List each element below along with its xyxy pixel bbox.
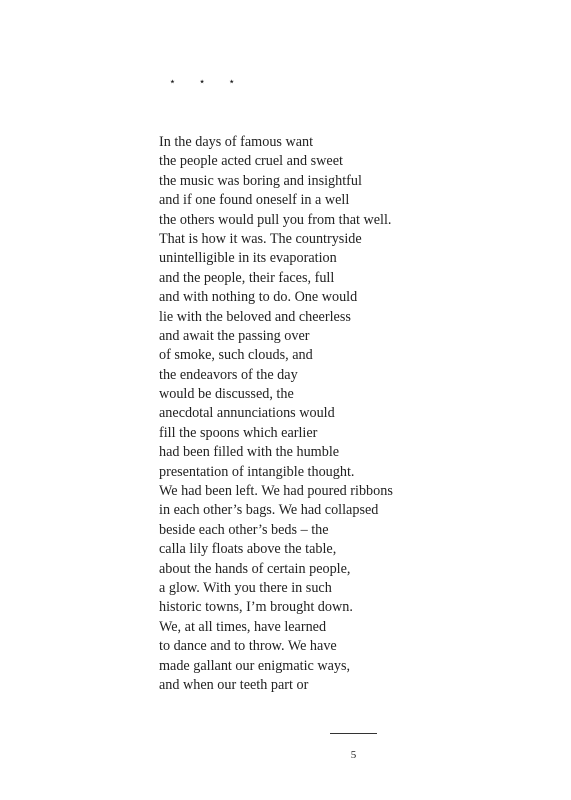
poem-line: the others would pull you from that well. bbox=[159, 211, 392, 228]
poem-line: and await the passing over bbox=[159, 327, 310, 344]
poem-line: We, at all times, have learned bbox=[159, 618, 327, 635]
poem-line: and when our teeth part or bbox=[159, 676, 309, 693]
poem-line: made gallant our enigmatic ways, bbox=[159, 657, 351, 674]
poem-line: of smoke, such clouds, and bbox=[159, 347, 313, 364]
footer-rule bbox=[330, 733, 377, 734]
poem-line: In the days of famous want bbox=[159, 134, 314, 150]
poem-line: the endeavors of the day bbox=[159, 366, 298, 383]
poem-line: beside each other’s beds – the bbox=[159, 521, 329, 538]
poem-line: We had been left. We had poured ribbons bbox=[159, 483, 393, 500]
poem-line: unintelligible in its evaporation bbox=[159, 250, 337, 267]
poem-line: to dance and to throw. We have bbox=[159, 638, 337, 655]
poem-line: calla lily floats above the table, bbox=[159, 541, 337, 558]
poem-line: lie with the beloved and cheerless bbox=[159, 308, 351, 325]
poem-line: had been filled with the humble bbox=[159, 444, 340, 461]
poem-line: and with nothing to do. One would bbox=[159, 289, 358, 306]
section-break-asterism: ⋆ ⋆ ⋆ bbox=[169, 76, 246, 88]
poem-line: and the people, their faces, full bbox=[159, 269, 335, 286]
poem-line: presentation of intangible thought. bbox=[159, 463, 355, 480]
poem-line: That is how it was. The countryside bbox=[159, 230, 362, 247]
poem-line: in each other’s bags. We had collapsed bbox=[159, 502, 379, 519]
poem-line: the people acted cruel and sweet bbox=[159, 153, 343, 170]
poem-line: historic towns, I’m brought down. bbox=[159, 599, 353, 616]
poem-line: fill the spoons which earlier bbox=[159, 424, 318, 441]
poem-line: and if one found oneself in a well bbox=[159, 192, 350, 209]
poem-line: would be discussed, the bbox=[159, 386, 294, 403]
poem-body bbox=[159, 133, 519, 695]
page-number: 5 bbox=[350, 749, 357, 761]
poem-line: anecdotal annunciations would bbox=[159, 405, 335, 422]
poem-line: the music was boring and insightful bbox=[159, 172, 362, 189]
poem-line: a glow. With you there in such bbox=[159, 579, 332, 596]
poem-line: about the hands of certain people, bbox=[159, 560, 351, 577]
